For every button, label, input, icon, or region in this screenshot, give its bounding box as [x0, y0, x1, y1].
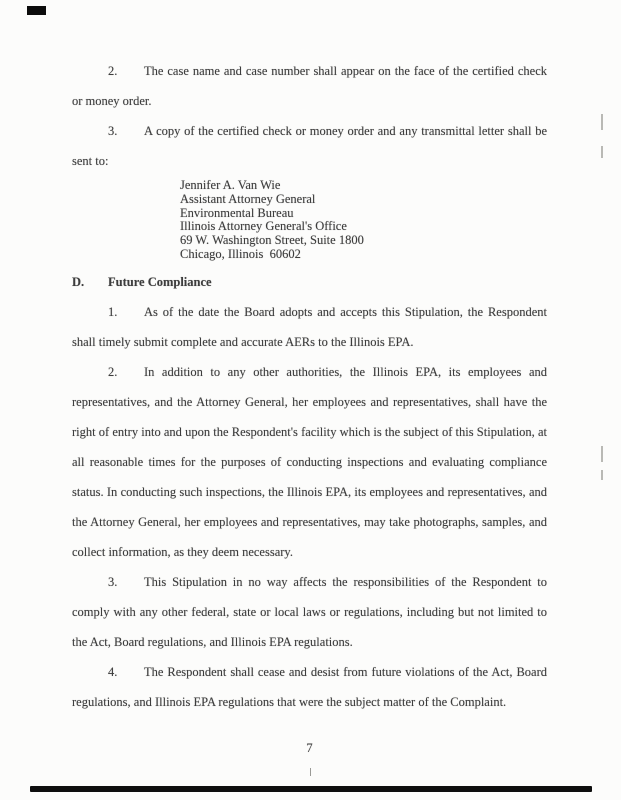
paragraph-2	[72, 56, 547, 116]
scan-artifact-bottom-bar	[30, 786, 592, 792]
paragraph-text: A copy of the certified check or money order and any transmittal letter shall be sent to:	[72, 124, 547, 168]
scan-artifact-bottom-tick	[310, 768, 311, 776]
document-body	[72, 56, 547, 763]
scan-artifact-right-dash	[601, 114, 603, 130]
section-d-heading	[72, 267, 547, 297]
paragraph-text: The case name and case number shall appear on the face of the certified check or money order.	[72, 64, 547, 108]
paragraph-number: 4.	[108, 664, 118, 679]
paragraph-number: 1.	[108, 304, 118, 319]
section-d-paragraph-3	[72, 567, 547, 657]
section-d-paragraph-2	[72, 357, 547, 567]
section-d-paragraph-1	[72, 297, 547, 357]
address-line-street: 69 W. Washington Street, Suite 1800	[180, 233, 364, 248]
address-line-bureau: Environmental Bureau	[180, 205, 294, 220]
scan-artifact-right-dash	[601, 470, 603, 480]
paragraph-text: In addition to any other authorities, the Illinois EPA, its employees and representatives, and the Attorney General, her employees and representatives, shall have the right of entry into and upon the Respondent's facility which is the subject of this Stipulation, at all reasonable times for the purposes of conducting inspections and evaluating compliance status. In conducting such inspections, the Illinois EPA, its employees and representatives, and the Attorney General, her employees and representatives, may take photographs, samples, and collect information, as they deem necessary.	[72, 364, 547, 559]
section-letter: D.	[72, 274, 85, 289]
paragraph-number: 2.	[108, 364, 118, 379]
scan-artifact-top-left	[27, 6, 46, 15]
section-title: Future Compliance	[108, 274, 212, 289]
paragraph-number: 2.	[108, 64, 118, 78]
address-line-office: Illinois Attorney General's Office	[180, 219, 347, 234]
paragraph-3	[72, 116, 547, 176]
page-number: 7	[306, 740, 313, 755]
address-line-title: Assistant Attorney General	[180, 191, 316, 206]
paragraph-number: 3.	[108, 574, 118, 589]
address-line-name: Jennifer A. Van Wie	[180, 178, 281, 192]
recipient-address-block	[180, 179, 547, 262]
paragraph-text: As of the date the Board adopts and accepts this Stipulation, the Respondent shall timely submit complete and accurate AERs to the Illinois EPA.	[72, 304, 547, 349]
section-d-paragraph-4	[72, 657, 547, 717]
paragraph-text: This Stipulation in no way affects the responsibilities of the Respondent to comply with any other federal, state or local laws or regulations, including but not limited to the Act, Board regulations, and Illinois EPA regulations.	[72, 574, 547, 649]
scan-artifact-right-dash	[601, 446, 603, 462]
address-line-city: Chicago, Illinois 60602	[180, 246, 301, 261]
scan-artifact-right-dash	[601, 146, 603, 158]
paragraph-number: 3.	[108, 124, 118, 138]
paragraph-text: The Respondent shall cease and desist from future violations of the Act, Board regulations, and Illinois EPA regulations that were the subject matter of the Complaint.	[72, 664, 547, 709]
